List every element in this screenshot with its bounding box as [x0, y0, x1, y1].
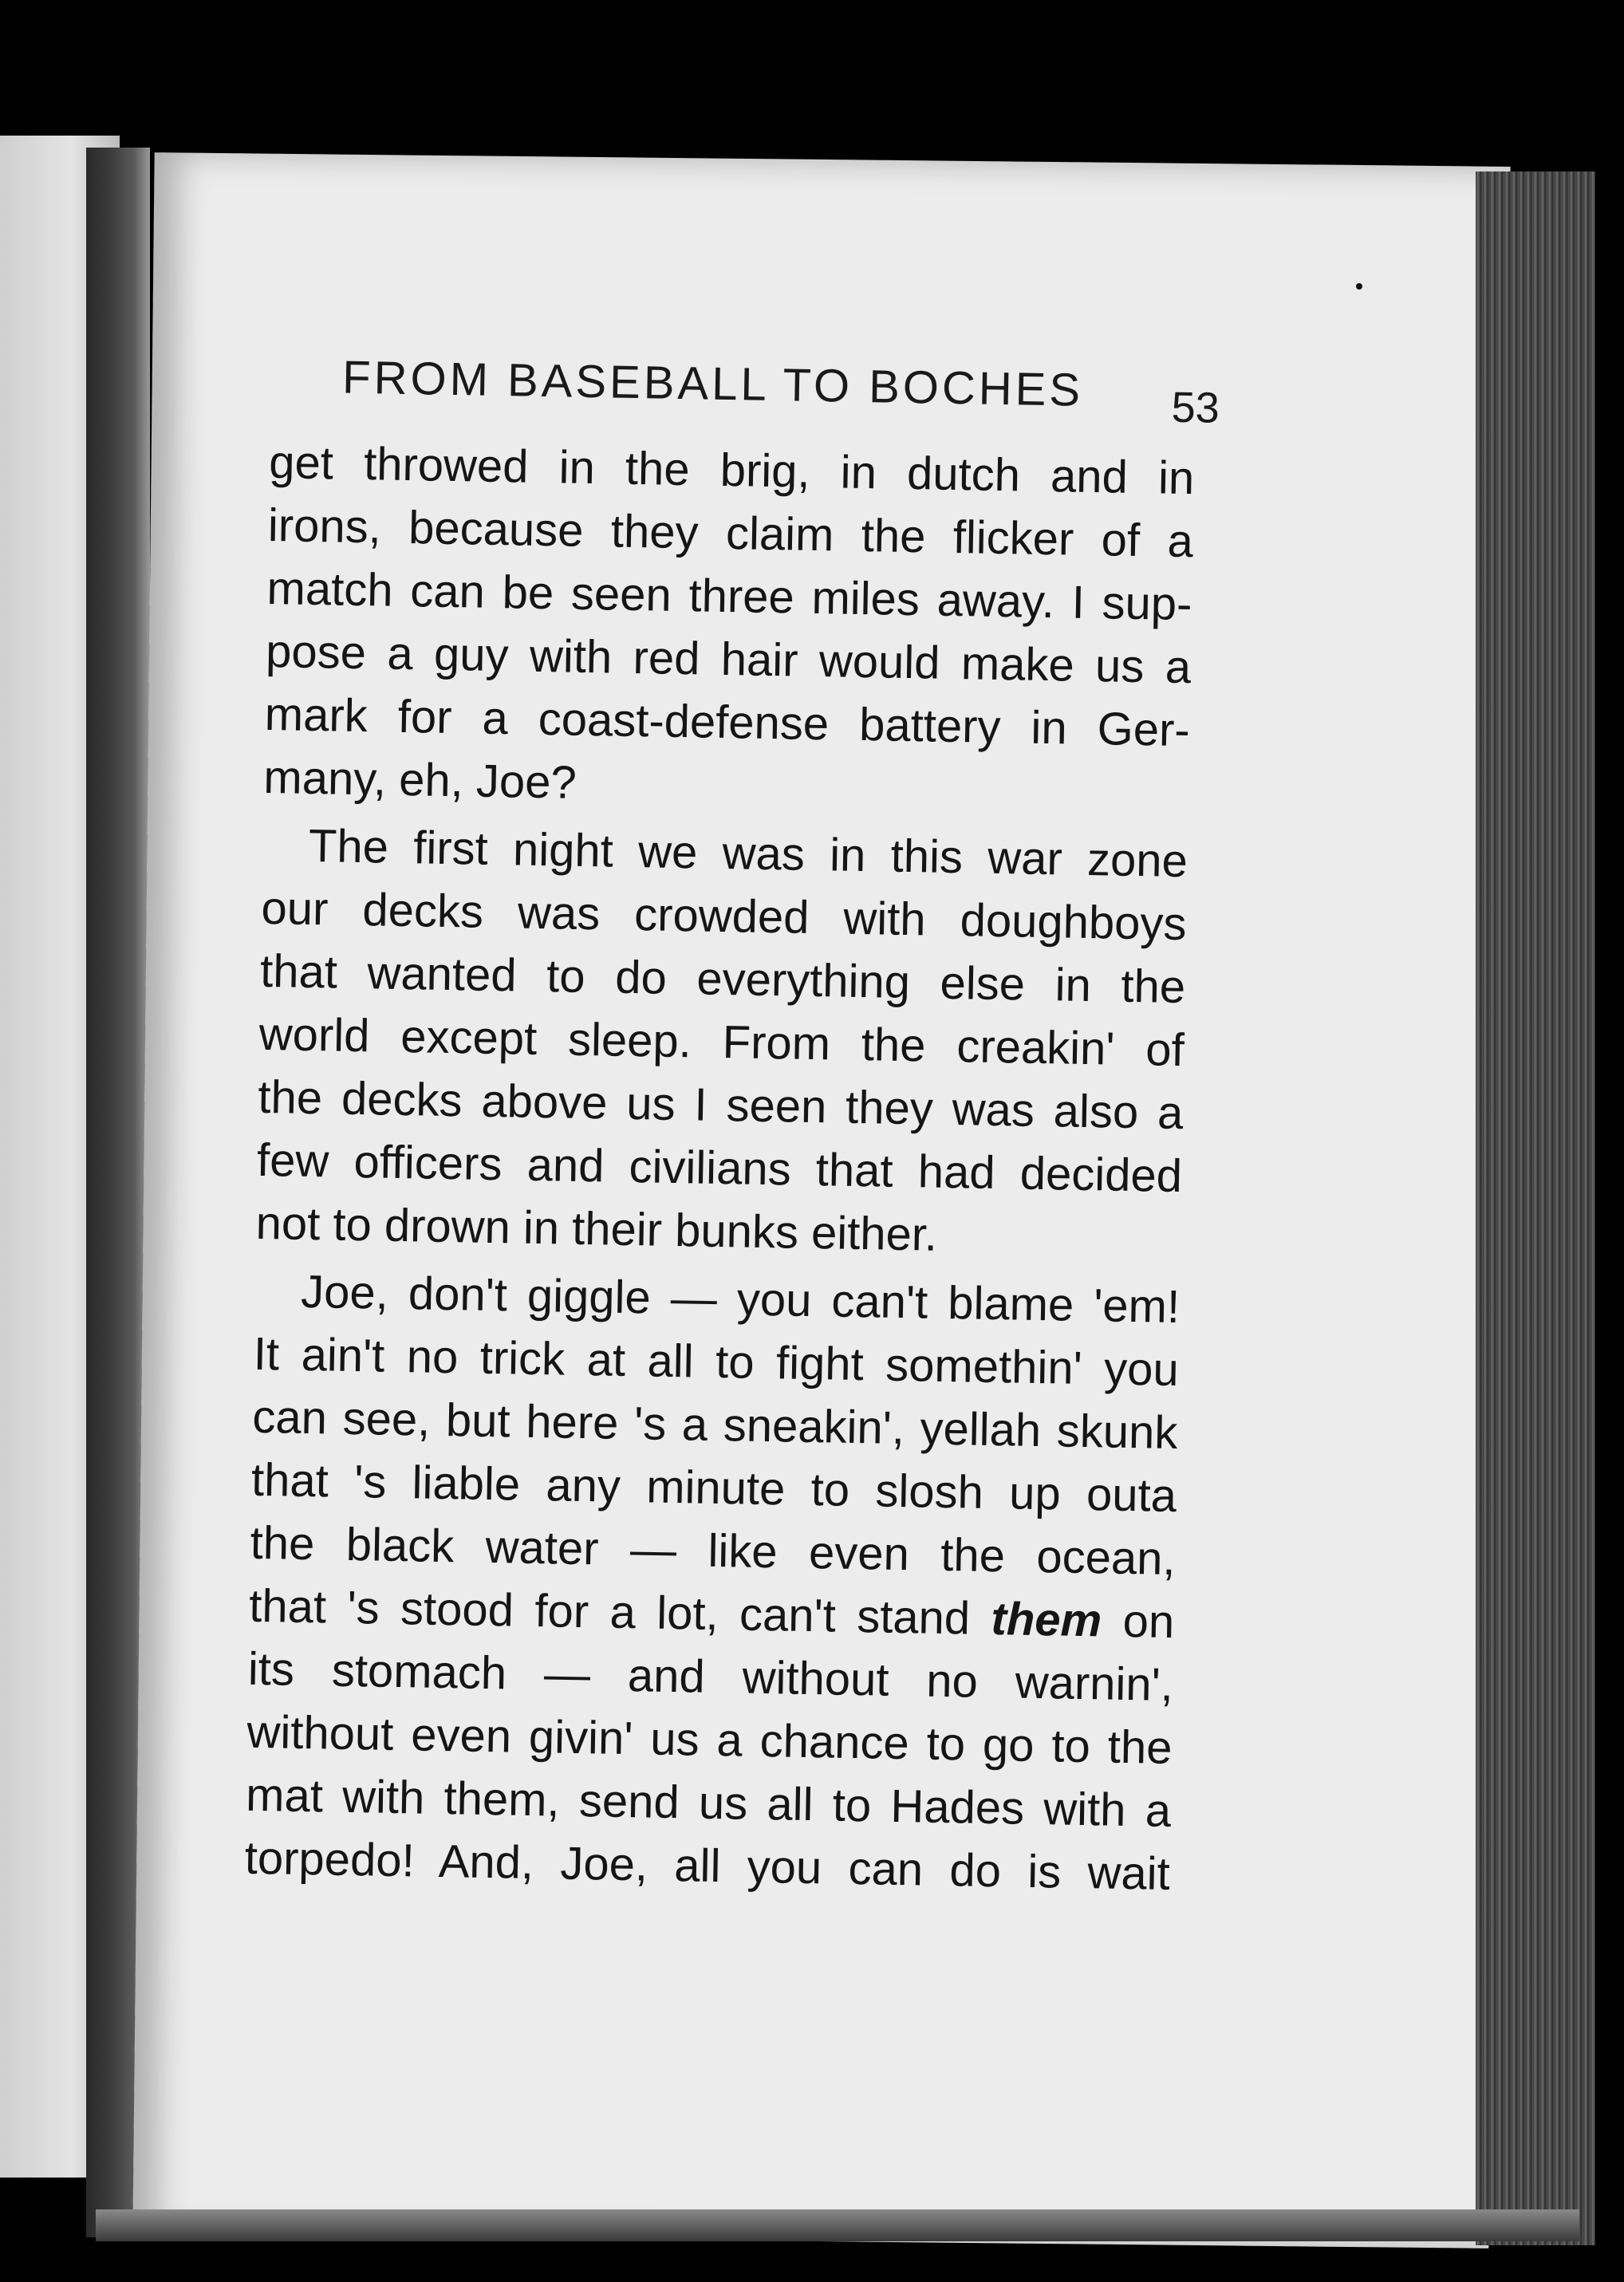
text-line: the decks above us I seen they was also a: [257, 1070, 1184, 1140]
text-line: world except sleep. From the creakin' of: [258, 1007, 1185, 1077]
text-line: few officers and civilians that had decided: [256, 1133, 1183, 1203]
text-line: irons, because they claim the flicker of a: [267, 499, 1194, 568]
text-line: its stomach — and without no warnin',: [247, 1642, 1174, 1711]
text-line: mat with them, send us all to Hades with a: [245, 1768, 1172, 1837]
running-head: [270, 343, 1220, 447]
scan-speck: [1356, 283, 1362, 290]
text-line-start: that 's stood for a lot, can't stand: [248, 1579, 971, 1645]
text-line: that wanted to do everything else in the: [259, 944, 1186, 1014]
text-line: It ain't no trick at all to fight somethin' you: [253, 1327, 1180, 1397]
text-line: not to drown in their bunks either.: [255, 1196, 938, 1261]
text-line: Joe, don't giggle — you can't blame 'em!: [300, 1265, 1181, 1334]
text-line: the black water — like even the ocean,: [250, 1516, 1177, 1586]
paragraph: [244, 1259, 1181, 1906]
text-line: torpedo! And, Joe, all you can do is wait: [244, 1831, 1171, 1900]
page-number: 53: [1171, 383, 1220, 432]
text-line: that 's liable any minute to slosh up outa: [250, 1453, 1177, 1523]
paragraph: [263, 431, 1195, 825]
text-line: mark for a coast-defense battery in Ger-: [264, 688, 1191, 757]
text-line: our decks was crowded with doughboys: [261, 881, 1188, 951]
running-title: FROM BASEBALL TO BOCHES: [341, 351, 1084, 416]
text-line: without even givin' us a chance to go to the: [246, 1705, 1173, 1774]
emphasized-word: them: [991, 1593, 1102, 1647]
page-fore-edge: [1476, 171, 1595, 2245]
paragraph: [255, 814, 1188, 1271]
text-line: The first night we was in this war zone: [308, 819, 1188, 888]
page-text: [244, 343, 1220, 1906]
text-line: can see, but here 's a sneakin', yellah skunk: [251, 1390, 1178, 1460]
text-line: get throwed in the brig, in dutch and in: [268, 436, 1195, 505]
text-line: pose a guy with red hair would make us a: [265, 625, 1192, 694]
text-line-end: on: [1122, 1594, 1175, 1648]
text-line: match can be seen three miles away. I sup-: [266, 562, 1193, 631]
text-line: many, eh, Joe?: [262, 751, 577, 809]
page-bottom-edge: [96, 2209, 1579, 2241]
